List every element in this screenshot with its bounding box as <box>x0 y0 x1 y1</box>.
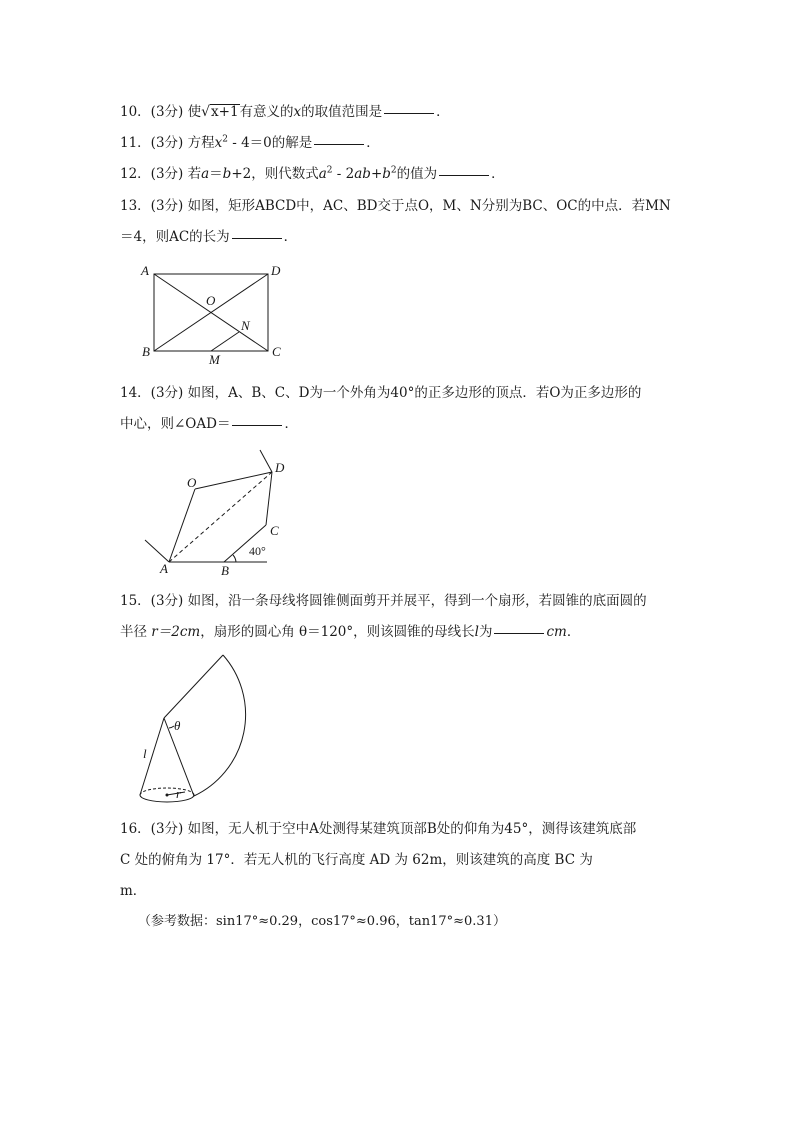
label-theta: θ <box>174 718 181 733</box>
label-b: B <box>142 344 150 359</box>
answer-blank[interactable] <box>232 237 282 239</box>
answer-blank[interactable] <box>232 424 282 426</box>
q12-suffix: 的值为 <box>396 166 438 182</box>
q15-l: l <box>474 624 479 640</box>
q13-end: ． <box>283 229 298 245</box>
q14-end: ． <box>284 416 298 432</box>
question-16-line1 <box>120 814 680 845</box>
q16-line2: C 处的俯角为 17°．若无人机的飞行高度 AD 为 62m，则该建筑的高度 BC 为 <box>120 852 593 868</box>
label-c: C <box>272 344 281 359</box>
q11-base: x <box>214 135 223 151</box>
label-a: A <box>160 561 168 576</box>
q15-r: r＝2cm <box>151 624 201 640</box>
segment-mn <box>211 332 239 351</box>
q12-ab: ab <box>354 166 371 182</box>
q11-prefix: 11．(3分) 方程 <box>120 135 215 151</box>
q10-middle: 有意义的 <box>239 104 294 120</box>
question-11 <box>120 128 680 159</box>
label-c: C <box>270 523 279 538</box>
question-15-line1 <box>120 586 680 617</box>
rectangle-diagram <box>135 260 295 370</box>
label-b: B <box>221 563 229 578</box>
q12-m2: - 2 <box>332 166 355 182</box>
q12-eq: ＝ <box>209 166 223 182</box>
q13-line2: ＝4，则AC的长为 <box>120 229 230 245</box>
label-angle: 40° <box>249 544 266 558</box>
polygon-diagram <box>138 445 298 580</box>
q15-unit: cm <box>546 624 567 640</box>
label-n: N <box>241 318 250 333</box>
answer-blank[interactable] <box>439 174 489 176</box>
q15-line2c: 为 <box>478 624 493 640</box>
sqrt-sign: √ <box>201 104 211 120</box>
answer-blank[interactable] <box>384 112 434 114</box>
q13-line1: 13．(3分) 如图，矩形ABCD中，AC、BD交于点O，M、N分别为BC、OC的中点．若MN <box>120 198 671 214</box>
question-12 <box>120 159 680 190</box>
q16-line1: 16．(3分) 如图，无人机于空中A处测得某建筑顶部B处的仰角为45°，测得该建筑底部 <box>120 821 637 837</box>
cone-diagram <box>130 648 280 808</box>
question-16-line3 <box>120 876 680 907</box>
q15-line1: 15．(3分) 如图，沿一条母线将圆锥侧面剪开并展平，得到一个扇形，若圆锥的底面圆的 <box>120 593 647 609</box>
question-14-line2 <box>120 409 680 440</box>
q10-prefix: 10．(3分) 使 <box>120 104 202 120</box>
label-d: D <box>271 263 281 278</box>
question-14-line1 <box>120 378 680 409</box>
label-d: D <box>275 460 285 475</box>
question-13-line1 <box>120 191 680 222</box>
label-r: r <box>176 786 182 801</box>
q12-e2: 2 <box>390 165 397 176</box>
q10-end: ． <box>436 104 450 120</box>
q12-end: ． <box>491 166 505 182</box>
q14-line2: 中心，则∠OAD＝ <box>120 416 231 432</box>
q15-line2a: 半径 <box>120 624 147 640</box>
q15-end: ． <box>566 624 581 640</box>
answer-blank[interactable] <box>494 632 544 634</box>
question-13-line2 <box>120 222 680 253</box>
q16-line3: m． <box>120 883 147 899</box>
q12-a: a <box>201 166 210 182</box>
q11-rest: - 4＝0的解是 <box>227 135 313 151</box>
q10-radicand: x+1 <box>211 104 239 120</box>
q10-var: x <box>293 104 302 120</box>
q15-line2b: ，扇形的圆心角 θ＝120°，则该圆锥的母线长 <box>200 624 475 640</box>
label-o: O <box>206 293 216 308</box>
q12-b: b <box>222 166 232 182</box>
q12-e1: 2 <box>326 165 333 176</box>
question-10 <box>120 97 680 128</box>
q10-suffix: 的取值范围是 <box>301 104 383 120</box>
q12-prefix: 12．(3分) 若 <box>120 166 202 182</box>
q12-plus: + <box>370 166 383 182</box>
answer-blank[interactable] <box>314 143 364 145</box>
q12-plus2: +2，则代数式 <box>231 166 319 182</box>
q14-line1: 14．(3分) 如图，A、B、C、D为一个外角为40°的正多边形的顶点．若O为正多边形的 <box>120 385 642 401</box>
question-15-line2 <box>120 617 680 648</box>
label-a: A <box>141 263 149 278</box>
label-l: l <box>143 746 147 761</box>
label-o: O <box>187 475 197 490</box>
q12-a2: a <box>318 166 327 182</box>
q12-b2: b <box>382 166 391 182</box>
question-16-line2 <box>120 845 680 876</box>
q11-end: ． <box>366 135 380 151</box>
q11-exp: 2 <box>222 134 228 145</box>
label-m: M <box>209 352 220 367</box>
reference-data: （参考数据：sin17°≈0.29，cos17°≈0.96，tan17°≈0.31） <box>138 914 506 929</box>
